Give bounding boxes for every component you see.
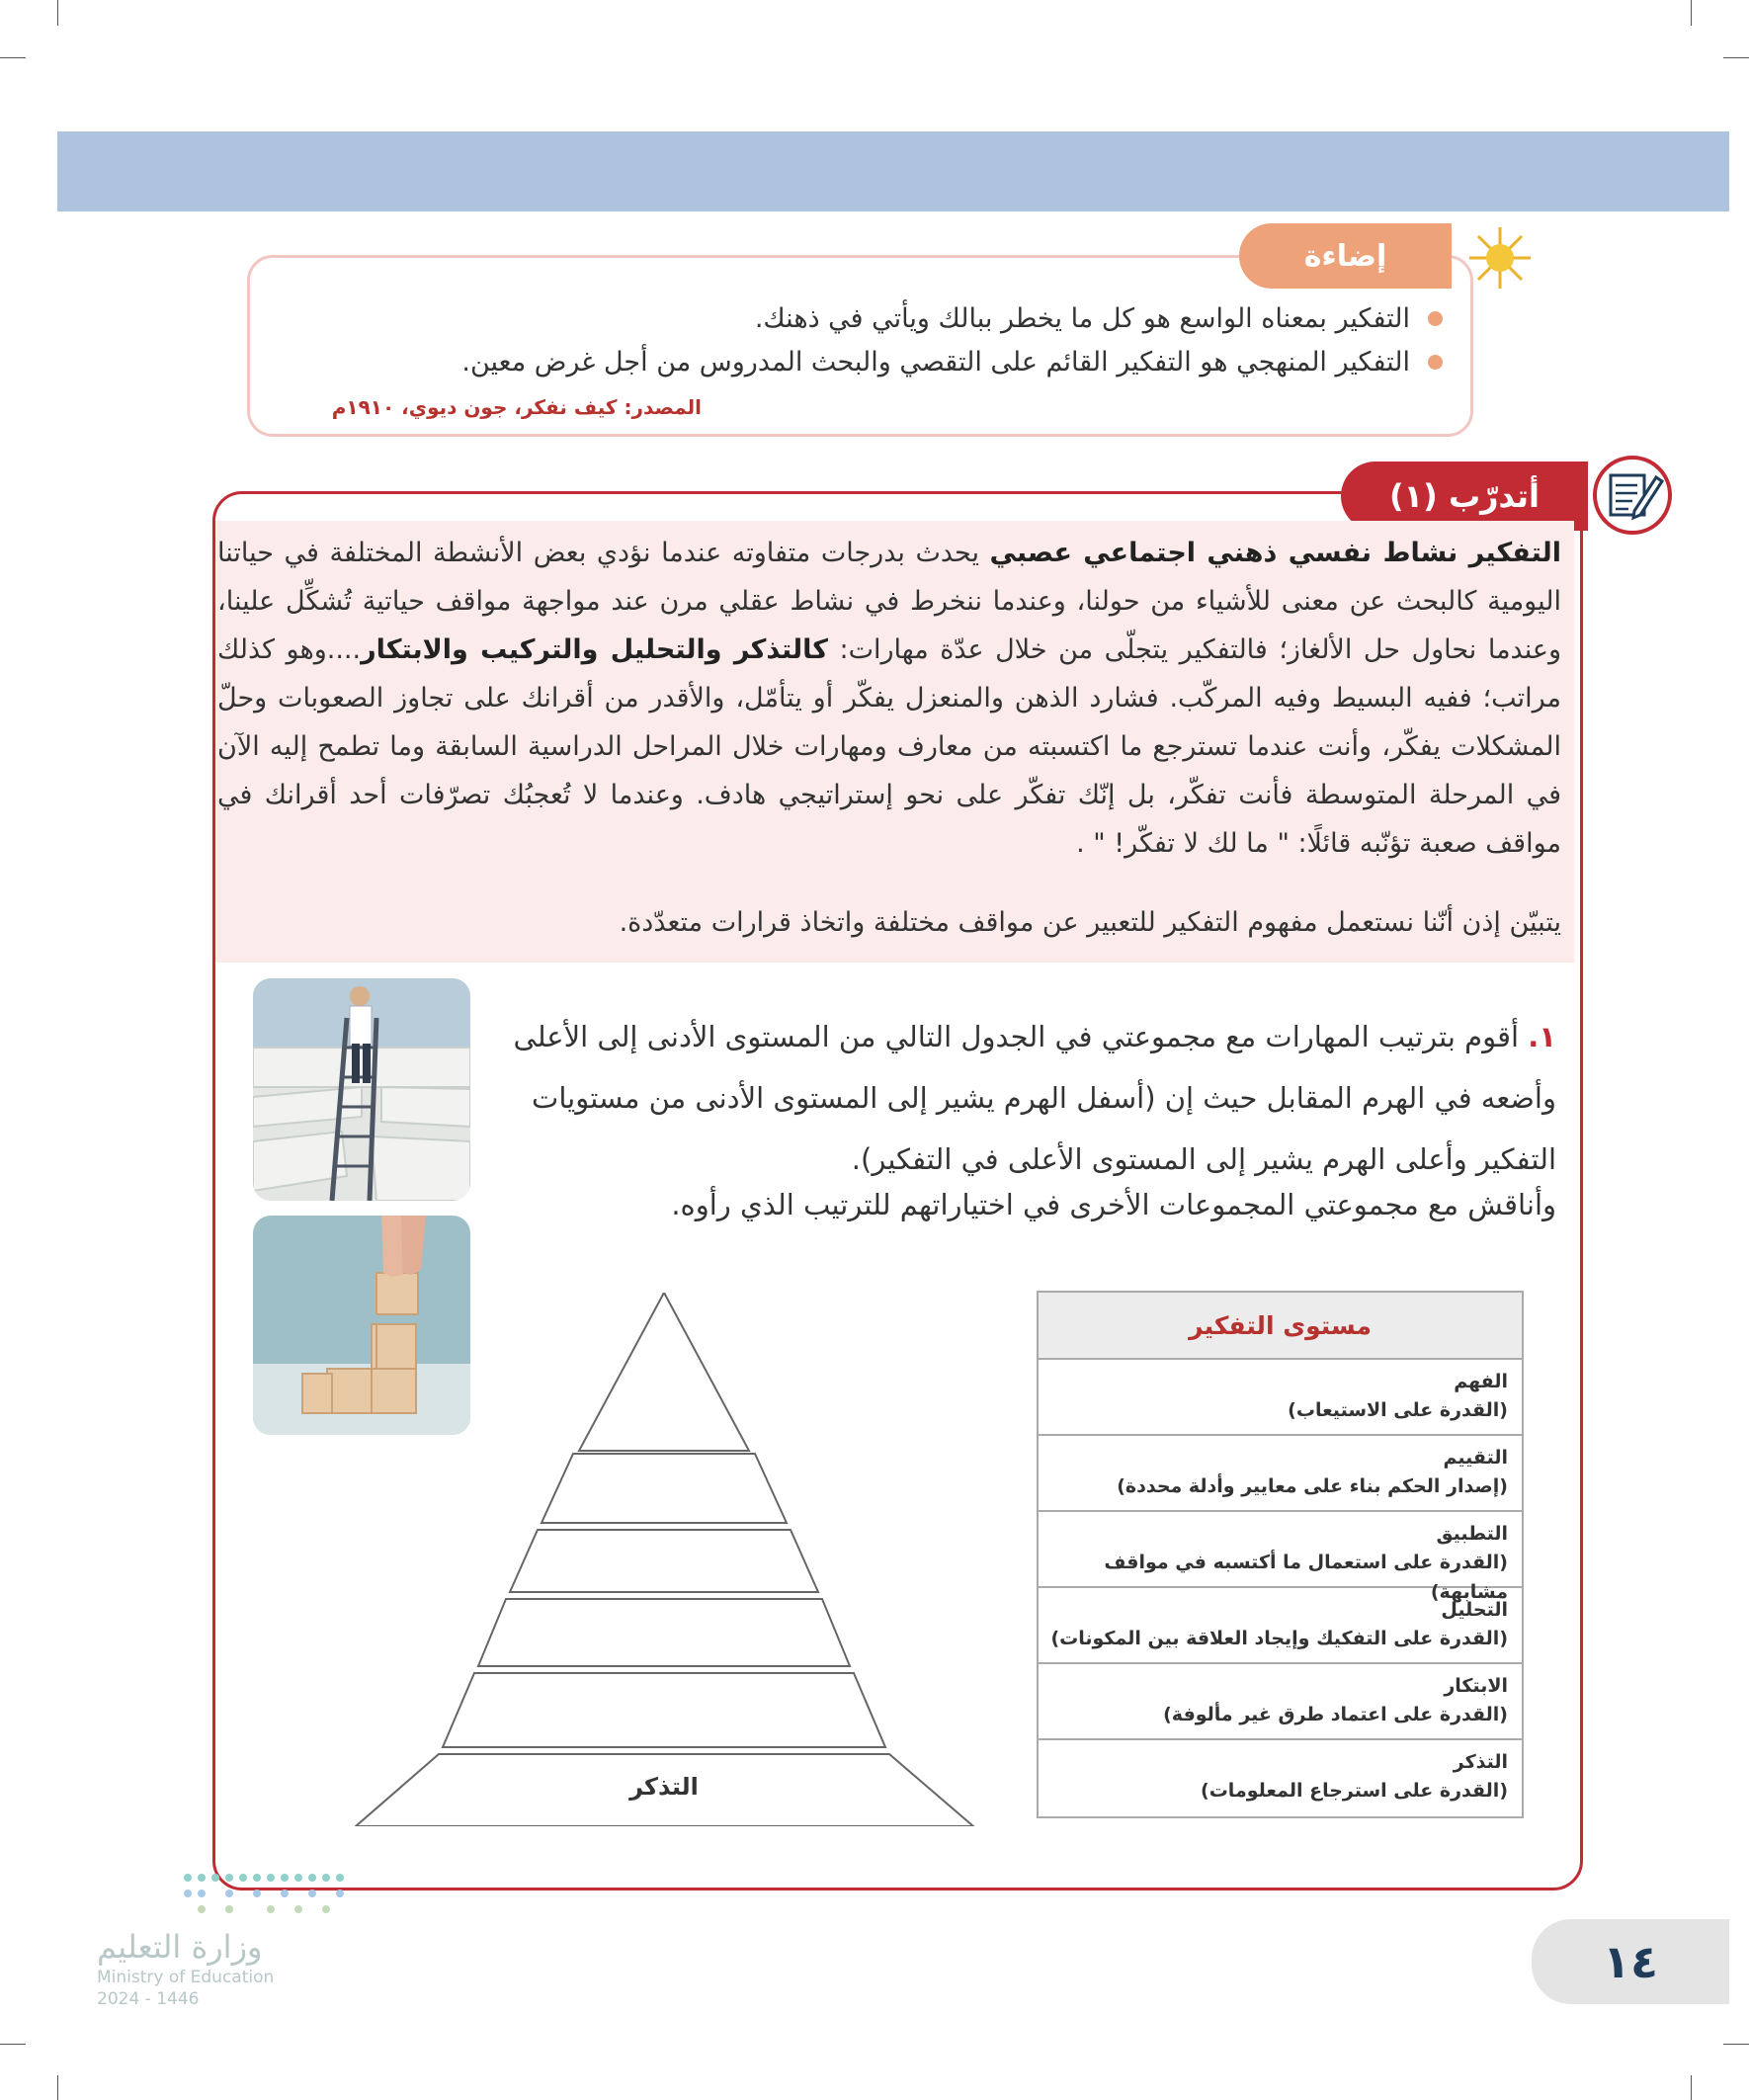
table-row bbox=[1039, 1360, 1522, 1436]
idaa-line-text: التفكير المنهجي هو التفكير القائم على التقصي والبحث المدروس من أجل غرض معين. bbox=[461, 346, 1410, 378]
notebook-pencil-icon bbox=[1593, 456, 1672, 535]
ministry-logo-icon bbox=[178, 1858, 356, 1927]
question-1-text: أقوم بترتيب المهارات مع مجموعتي في الجدول التالي من المستوى الأدنى إلى الأعلى وأضعه في الهرم المقابل حيث إن (أسفل الهرم يشير إلى المستوى الأدنى من مستويات التفكير وأعلى الهرم يشير إلى المستوى الأعلى في التفكير). bbox=[513, 1020, 1556, 1176]
idaa-lines bbox=[356, 296, 1443, 383]
level-name: التقييم bbox=[1443, 1447, 1508, 1469]
level-desc: (القدرة على الاستيعاب) bbox=[1288, 1399, 1508, 1421]
level-desc: (القدرة على اعتماد طرق غير مألوفة) bbox=[1163, 1704, 1508, 1725]
pyramid-level-3[interactable] bbox=[478, 1599, 850, 1666]
table-row bbox=[1039, 1588, 1522, 1664]
table-row bbox=[1039, 1664, 1522, 1740]
crop-mark bbox=[0, 2044, 26, 2045]
idaa-line-text: التفكير بمعناه الواسع هو كل ما يخطر ببالك ويأتي في ذهنك. bbox=[754, 302, 1410, 334]
intro-paragraph bbox=[217, 529, 1561, 868]
page-number: ١٤ bbox=[1532, 1919, 1729, 2004]
thinking-pyramid bbox=[351, 1293, 978, 1826]
crop-mark bbox=[1691, 2075, 1692, 2100]
header-band bbox=[57, 131, 1729, 211]
idaa-source: المصدر: كيف نفكر، جون ديوي، ١٩١٠م bbox=[331, 395, 702, 419]
question-number: ١. bbox=[1528, 1020, 1556, 1053]
question-1 bbox=[509, 1006, 1556, 1190]
crop-mark bbox=[1691, 0, 1692, 26]
crop-mark bbox=[57, 0, 58, 26]
table-row bbox=[1039, 1512, 1522, 1603]
level-name: التذكر bbox=[1453, 1751, 1508, 1773]
ministry-name bbox=[97, 1927, 294, 2010]
idaa-tab: إضاءة bbox=[1239, 223, 1452, 289]
crop-mark bbox=[57, 2075, 58, 2100]
level-desc: (القدرة على استرجاع المعلومات) bbox=[1201, 1780, 1508, 1802]
level-desc: (إصدار الحكم بناء على معايير وأدلة محددة) bbox=[1117, 1475, 1508, 1497]
sun-icon bbox=[1465, 223, 1535, 293]
pyramid-base-label: التذكر bbox=[629, 1773, 699, 1801]
ministry-year: 2024 - 1446 bbox=[97, 1989, 200, 2009]
thinking-levels-table bbox=[1037, 1291, 1524, 1818]
pyramid-level-5[interactable] bbox=[541, 1454, 787, 1523]
level-name: التطبيق bbox=[1436, 1523, 1508, 1545]
level-name: الفهم bbox=[1454, 1371, 1508, 1392]
table-header: مستوى التفكير bbox=[1039, 1293, 1522, 1360]
level-desc: (القدرة على استعمال ما أكتسبه في مواقف مشابهة) bbox=[1104, 1552, 1508, 1603]
bullet-icon bbox=[1428, 311, 1443, 326]
idaa-line bbox=[356, 296, 1443, 340]
ministry-arabic: وزارة التعليم bbox=[97, 1928, 263, 1966]
crop-mark bbox=[1723, 2044, 1749, 2045]
crop-mark bbox=[0, 57, 26, 58]
exercise-tab: أتدرّب (١) bbox=[1341, 462, 1588, 531]
pyramid-level-2[interactable] bbox=[443, 1673, 885, 1747]
bullet-icon bbox=[1428, 355, 1443, 370]
level-desc: (القدرة على التفكيك وإيجاد العلاقة بين المكونات) bbox=[1050, 1628, 1508, 1649]
question-2: وأناقش مع مجموعتي المجموعات الأخرى في اختياراتهم للترتيب الذي رأوه. bbox=[671, 1188, 1556, 1221]
pyramid-level-6[interactable] bbox=[579, 1293, 749, 1451]
conclusion-note: يتبيّن إذن أنّنا نستعمل مفهوم التفكير للتعبير عن مواقف مختلفة واتخاذ قرارات متعدّدة. bbox=[619, 907, 1561, 938]
maze-ladder-image bbox=[253, 978, 470, 1201]
skills-bold: كالتذكر والتحليل والتركيب والابتكار bbox=[361, 634, 828, 665]
crop-mark bbox=[1723, 57, 1749, 58]
ministry-english: Ministry of Education bbox=[97, 1968, 275, 1987]
level-name: الابتكار bbox=[1444, 1675, 1508, 1697]
level-name: التحليل bbox=[1441, 1599, 1508, 1621]
para-part-1: يحدث بدرجات متفاوته عندما نؤدي بعض الأنشطة المختلفة في حياتنا اليومية كالبحث عن معنى للأشياء من حولنا، وعندما ننخرط في نشاط عقلي مرن عند مواجهة مواقف حياتية تُشكِّل علينا، وعندما نحاول حل الألغاز؛ فالتفكير يتجلّى من خلال عدّة مهارات: bbox=[217, 538, 1562, 665]
lead-bold: التفكير نشاط نفسي ذهني اجتماعي عصبي bbox=[989, 538, 1561, 568]
table-row bbox=[1039, 1436, 1522, 1512]
pyramid-level-4[interactable] bbox=[510, 1530, 818, 1592]
table-row bbox=[1039, 1740, 1522, 1816]
idaa-line bbox=[356, 340, 1443, 383]
para-part-2: ....وهو كذلك مراتب؛ ففيه البسيط وفيه المركّب. فشارد الذهن والمنعزل يفكّر أو يتأمّل، والأقدر من أقرانك على تجاوز الصعوبات وحلّ المشكلات يفكّر، وأنت عندما تسترجع ما اكتسبته من معارف ومهارات خلال المراحل الدراسية السابقة وما تطمح إليه الآن في المرحلة المتوسطة فأنت تفكّر، بل إنّك تفكّر على نحو إستراتيجي هادف. وعندما لا تُعجبُك تصرّفات أحد أقرانك في مواقف صعبة تؤنّبه قائلًا: " ما لك لا تفكّر! " . bbox=[217, 634, 1561, 859]
